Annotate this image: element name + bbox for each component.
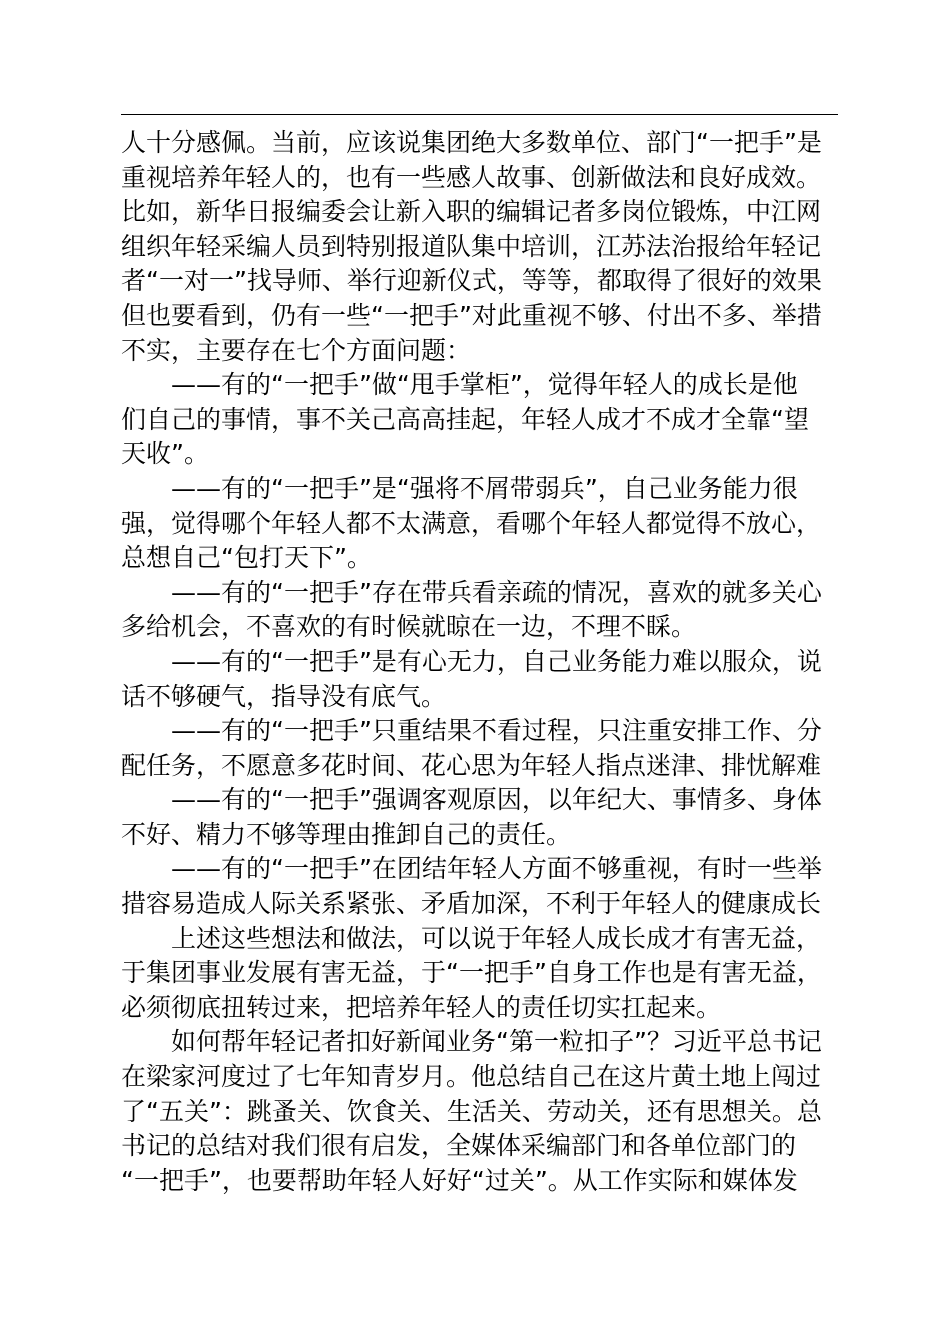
- text-line: 不实，主要存在七个方面问题：: [121, 335, 472, 365]
- text-line: 们自己的事情，事不关己高高挂起，年轻人成才不成才全靠“望: [121, 404, 809, 434]
- text-line: 组织年轻采编人员到特别报道队集中培训，江苏法治报给年轻记: [121, 231, 822, 261]
- document-body: [121, 126, 838, 1198]
- text-line: 在梁家河度过了七年知青岁月。他总结自己在这片黄土地上闯过: [121, 1062, 822, 1092]
- text-line: 人十分感佩。当前，应该说集团绝大多数单位、部门“一把手”是: [121, 128, 822, 157]
- text-line: 如何帮年轻记者扣好新闻业务“第一粒扣子”？习近平总书记: [171, 1027, 822, 1057]
- text-line: 者“一对一”找导师、举行迎新仪式，等等，都取得了很好的效果: [121, 266, 822, 296]
- text-line: 必须彻底扭转过来，把培养年轻人的责任切实扛起来。: [121, 992, 722, 1022]
- text-line: 于集团事业发展有害无益，于“一把手”自身工作也是有害无益，: [121, 958, 822, 988]
- text-line: ——有的“一把手”是有心无力，自己业务能力难以服众，说: [171, 646, 822, 676]
- text-line: 比如，新华日报编委会让新入职的编辑记者多岗位锻炼，中江网: [121, 197, 822, 227]
- text-line: 配任务，不愿意多花时间、花心思为年轻人指点迷津、排忧解难: [121, 750, 822, 780]
- text-line: ——有的“一把手”存在带兵看亲疏的情况，喜欢的就多关心: [171, 577, 822, 607]
- text-line: ——有的“一把手”是“强将不屑带弱兵”，自己业务能力很: [171, 473, 798, 503]
- text-line: 天收”。: [121, 439, 209, 469]
- text-line: ——有的“一把手”强调客观原因，以年纪大、事情多、身体: [171, 785, 822, 815]
- header-rule: [121, 114, 838, 115]
- text-line: 了“五关”：跳蚤关、饮食关、生活关、劳动关，还有思想关。总: [121, 1096, 822, 1126]
- text-line: ——有的“一把手”做“甩手掌柜”，觉得年轻人的成长是他: [171, 370, 798, 400]
- text-line: 多给机会，不喜欢的有时候就晾在一边，不理不睬。: [121, 612, 697, 642]
- text-line: 不好、精力不够等理由推卸自己的责任。: [121, 819, 572, 849]
- text-line: ——有的“一把手”只重结果不看过程，只注重安排工作、分: [171, 716, 822, 746]
- text-line: ——有的“一把手”在团结年轻人方面不够重视，有时一些举: [171, 854, 822, 884]
- text-line: 话不够硬气，指导没有底气。: [121, 681, 447, 711]
- text-line: 上述这些想法和做法，可以说于年轻人成长成才有害无益，: [171, 923, 822, 953]
- text-line: 重视培养年轻人的，也有一些感人故事、创新做法和良好成效。: [121, 162, 822, 192]
- text-line: 措容易造成人际关系紧张、矛盾加深，不利于年轻人的健康成长: [121, 889, 822, 919]
- text-line: 但也要看到，仍有一些“一把手”对此重视不够、付出不多、举措: [121, 300, 822, 330]
- text-line: 书记的总结对我们很有启发，全媒体采编部门和各单位部门的: [121, 1131, 797, 1161]
- text-line: 强，觉得哪个年轻人都不太满意，看哪个年轻人都觉得不放心，: [121, 508, 822, 538]
- text-line: 总想自己“包打天下”。: [121, 543, 372, 573]
- text-line: “一把手”，也要帮助年轻人好好“过关”。从工作实际和媒体发: [121, 1165, 798, 1195]
